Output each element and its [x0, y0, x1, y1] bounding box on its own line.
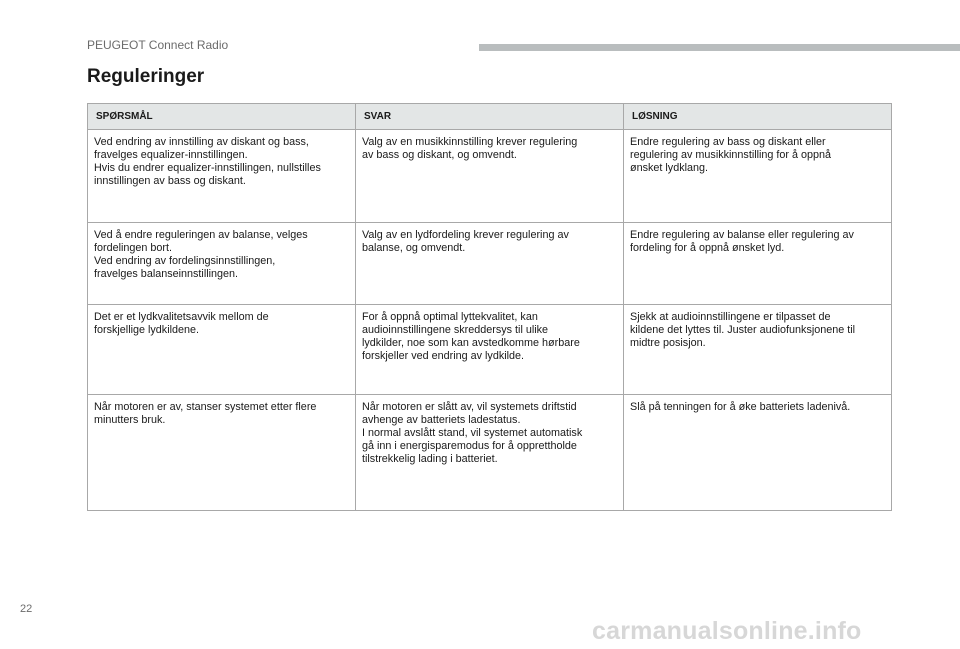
- solution-cell: Endre regulering av bass og diskant eller regulering av musikkinnstilling for å oppnå ønsket lydklang.: [624, 130, 892, 223]
- question-cell: Ved endring av innstilling av diskant og bass, fravelges equalizer-innstillingen. Hvis du endrer equalizer-innstillingen, nullstilles innstillingen av bass og diskant.: [88, 130, 356, 223]
- troubleshooting-table: [87, 103, 892, 511]
- column-header-question: SPØRSMÅL: [88, 104, 356, 130]
- solution-cell: Endre regulering av balanse eller regulering av fordeling for å oppnå ønsket lyd.: [624, 223, 892, 305]
- question-cell: Ved å endre reguleringen av balanse, velges fordelingen bort. Ved endring av fordelingsinnstillingen, fravelges balanseinnstillingen.: [88, 223, 356, 305]
- page-title: Reguleringer: [87, 66, 205, 87]
- column-header-answer: SVAR: [356, 104, 624, 130]
- manual-header-title: PEUGEOT Connect Radio: [87, 38, 229, 52]
- answer-cell: Valg av en musikkinnstilling krever regulering av bass og diskant, og omvendt.: [356, 130, 624, 223]
- table-header-row: [88, 104, 892, 130]
- table-row: [88, 305, 892, 395]
- answer-cell: For å oppnå optimal lyttekvalitet, kan audioinnstillingene skreddersys til ulike lydkilder, noe som kan avstedkomme hørbare forskjeller ved endring av lydkilde.: [356, 305, 624, 395]
- question-cell: Det er et lydkvalitetsavvik mellom de forskjellige lydkildene.: [88, 305, 356, 395]
- answer-cell: Valg av en lydfordeling krever regulering av balanse, og omvendt.: [356, 223, 624, 305]
- watermark: carmanualsonline.info: [592, 617, 862, 645]
- table-row: [88, 130, 892, 223]
- header-decorative-bar: [479, 44, 960, 51]
- table-row: [88, 223, 892, 305]
- solution-cell: Sjekk at audioinnstillingene er tilpasset de kildene det lyttes til. Juster audiofunksjonene til midtre posisjon.: [624, 305, 892, 395]
- column-header-solution: LØSNING: [624, 104, 892, 130]
- answer-cell: Når motoren er slått av, vil systemets driftstid avhenge av batteriets ladestatus. I normal avslått stand, vil systemet automatisk gå inn i energisparemodus for å opprettholde tilstrekkelig lading i batteriet.: [356, 395, 624, 511]
- page-number: 22: [20, 603, 33, 615]
- question-cell: Når motoren er av, stanser systemet etter flere minutters bruk.: [88, 395, 356, 511]
- solution-cell: Slå på tenningen for å øke batteriets ladenivå.: [624, 395, 892, 511]
- table-row: [88, 395, 892, 511]
